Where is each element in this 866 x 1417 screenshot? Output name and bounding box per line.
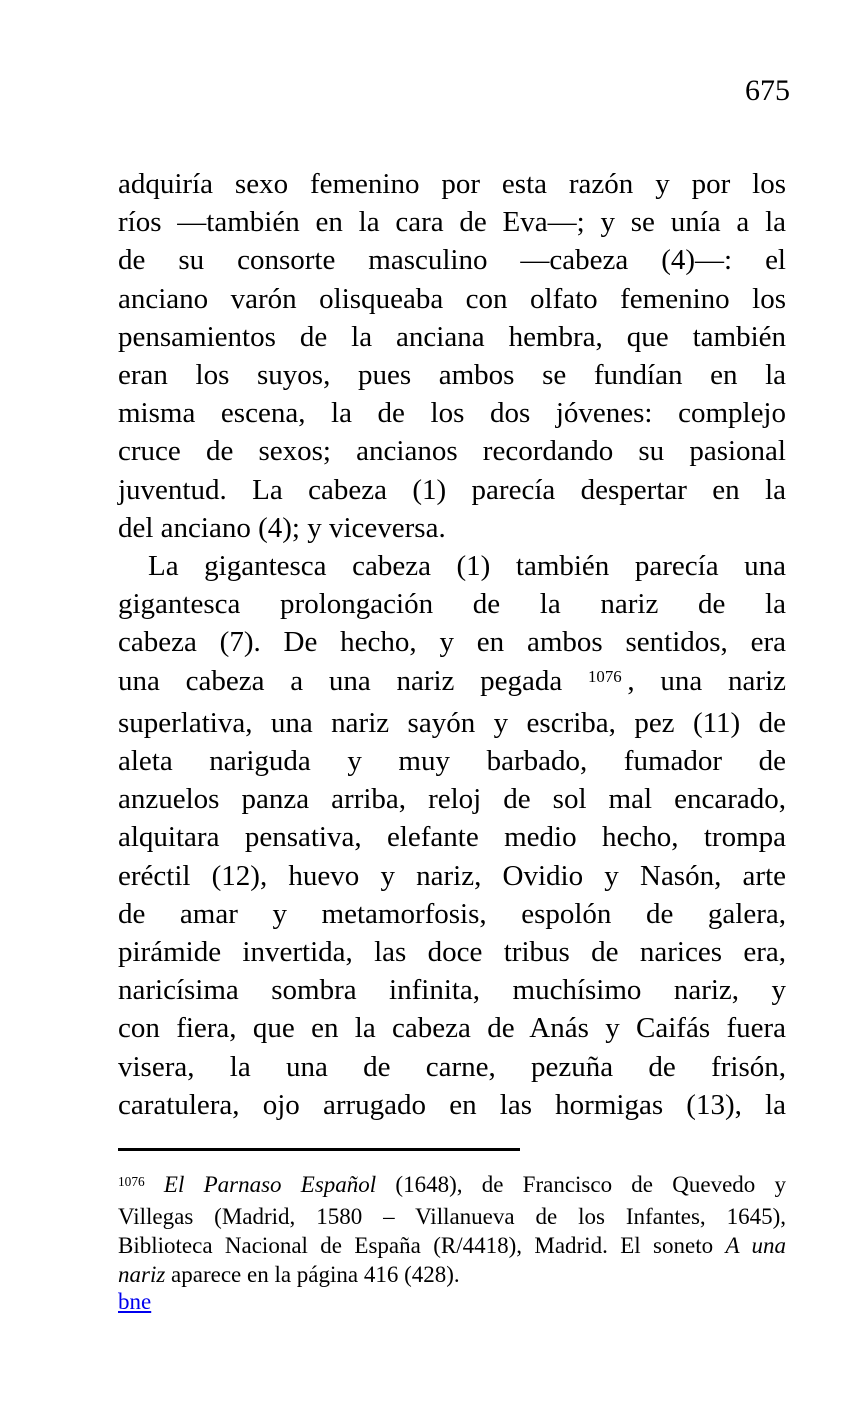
text-line bbox=[118, 203, 786, 241]
text-segment: anciano varón olisqueaba con olfato femenino los bbox=[118, 282, 786, 315]
text-segment: superlativa, una nariz sayón y escriba, pez (11) de bbox=[118, 706, 786, 739]
text-segment: gigantesca prolongación de la nariz de la bbox=[118, 588, 786, 621]
text-line bbox=[118, 585, 786, 623]
text-segment: naricísima sombra infinita, muchísimo nariz, y bbox=[118, 974, 786, 1007]
text-segment: aleta nariguda y muy barbado, fumador de bbox=[118, 745, 786, 778]
text-line bbox=[118, 318, 786, 356]
text-line bbox=[118, 356, 786, 394]
text-line bbox=[118, 1048, 786, 1086]
text-segment: A una bbox=[725, 1233, 787, 1258]
page-number: 675 bbox=[745, 74, 790, 107]
text-segment: Villegas (Madrid, 1580 – Villanueva de los Infantes, 1645), bbox=[118, 1204, 786, 1229]
text-line bbox=[118, 662, 786, 704]
text-segment: Biblioteca Nacional de España (R/4418), Madrid. El soneto bbox=[118, 1233, 726, 1258]
footnote-block bbox=[118, 1170, 786, 1289]
text-segment: nariz bbox=[118, 1262, 166, 1287]
text-line bbox=[118, 818, 786, 856]
text-segment: con fiera, que en la cabeza de Anás y Caifás fuera bbox=[118, 1012, 786, 1045]
text-segment: alquitara pensativa, elefante medio hecho, trompa bbox=[118, 821, 786, 854]
text-line bbox=[118, 1231, 786, 1260]
text-line bbox=[118, 623, 786, 661]
text-line bbox=[118, 1086, 786, 1124]
text-segment: (1648), de Francisco de Quevedo y bbox=[376, 1172, 787, 1197]
text-segment: una cabeza a una nariz pegada bbox=[118, 664, 588, 697]
footnote-reference: 1076 bbox=[588, 667, 622, 687]
text-line bbox=[118, 1009, 786, 1047]
text-segment: caratulera, ojo arrugado en las hormigas (13), la bbox=[118, 1088, 786, 1121]
text-line bbox=[118, 971, 786, 1009]
text-line bbox=[118, 509, 786, 547]
text-segment: La gigantesca cabeza (1) también parecía una bbox=[148, 550, 786, 583]
text-segment: misma escena, la de los dos jóvenes: complejo bbox=[118, 397, 786, 430]
text-segment: pensamientos de la anciana hembra, que también bbox=[118, 320, 786, 353]
text-segment: visera, la una de carne, pezuña de frisón, bbox=[118, 1050, 786, 1083]
text-line bbox=[118, 1202, 786, 1231]
text-line bbox=[118, 704, 786, 742]
text-line bbox=[118, 280, 786, 318]
text-segment: aparece en la página 416 (428). bbox=[165, 1262, 460, 1287]
text-segment: de amar y metamorfosis, espolón de galera, bbox=[118, 897, 786, 930]
footnote-reference: 1076 bbox=[118, 1174, 145, 1189]
footnote-separator-line bbox=[118, 1148, 520, 1151]
text-segment: eran los suyos, pues ambos se fundían en la bbox=[118, 359, 786, 392]
text-segment: eréctil (12), huevo y nariz, Ovidio y Nasón, arte bbox=[118, 859, 786, 892]
text-segment: anzuelos panza arriba, reloj de sol mal encarado, bbox=[118, 783, 786, 816]
text-segment: pirámide invertida, las doce tribus de narices era, bbox=[118, 936, 786, 969]
text-line bbox=[118, 1260, 786, 1289]
text-segment: juventud. La cabeza (1) parecía despertar en la bbox=[118, 473, 786, 506]
text-segment bbox=[145, 1172, 164, 1197]
text-segment: del anciano (4); y viceversa. bbox=[118, 511, 446, 544]
text-line bbox=[118, 471, 786, 509]
text-segment: , una nariz bbox=[621, 664, 786, 697]
text-line bbox=[118, 165, 786, 203]
text-segment: cabeza (7). De hecho, y en ambos sentidos, era bbox=[118, 626, 786, 659]
text-line bbox=[118, 895, 786, 933]
text-segment: El Parnaso Español bbox=[163, 1172, 377, 1197]
text-line bbox=[118, 241, 786, 279]
text-line bbox=[118, 780, 786, 818]
text-line bbox=[118, 394, 786, 432]
text-line bbox=[118, 742, 786, 780]
text-segment: cruce de sexos; ancianos recordando su pasional bbox=[118, 435, 786, 468]
text-segment: ríos —también en la cara de Eva—; y se unía a la bbox=[118, 206, 786, 239]
text-line bbox=[118, 1170, 786, 1202]
text-segment: de su consorte masculino —cabeza (4)—: el bbox=[118, 244, 786, 277]
text-segment: adquiría sexo femenino por esta razón y por los bbox=[118, 168, 786, 200]
body-text-block bbox=[118, 165, 786, 1124]
text-line bbox=[118, 857, 786, 895]
text-line bbox=[118, 432, 786, 470]
bne-link[interactable]: bne bbox=[118, 1289, 152, 1314]
text-line bbox=[118, 547, 786, 585]
text-line bbox=[118, 933, 786, 971]
